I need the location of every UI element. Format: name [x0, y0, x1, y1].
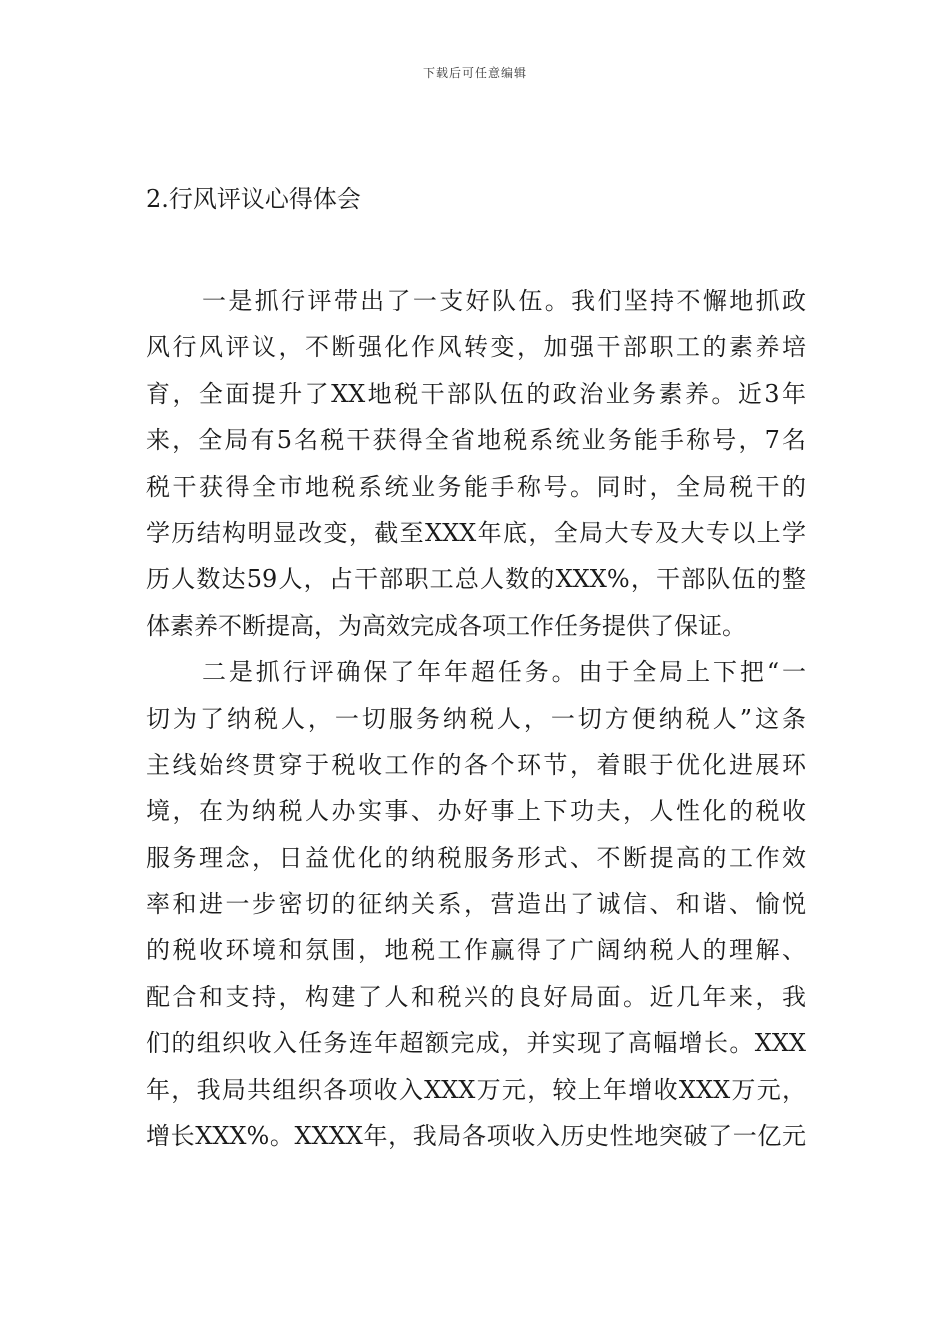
paragraph-2: [146, 656, 806, 1166]
page-header: 下载后可任意编辑: [422, 66, 527, 80]
text-line: 们的组织收入任务连年超额完成，并实现了高幅增长。XXX: [146, 1029, 806, 1058]
text-line: 一是抓行评带出了一支好队伍。我们坚持不懈地抓政: [202, 287, 806, 315]
text-line: 的税收环境和氛围，地税工作赢得了广阔纳税人的理解、: [146, 936, 806, 965]
text-line: 率和进一步密切的征纳关系，营造出了诚信、和谐、愉悦: [146, 890, 806, 919]
text-line: 主线始终贯穿于税收工作的各个环节，着眼于优化进展环: [146, 750, 806, 779]
text-line: 二是抓行评确保了年年超任务。由于全局上下把“一: [202, 658, 806, 687]
text-line: 风行风评议，不断强化作风转变，加强干部职工的素养培: [146, 333, 806, 362]
paragraph-1: [146, 285, 806, 656]
text-line: 学历结构明显改变，截至XXX年底，全局大专及大专以上学: [146, 518, 806, 547]
text-line: 育，全面提升了XX地税干部队伍的政治业务素养。近3年: [146, 379, 806, 408]
text-line: 体素养不断提高，为高效完成各项工作任务提供了保证。: [146, 611, 746, 640]
document-body: [146, 285, 806, 1166]
text-line: 税干获得全市地税系统业务能手称号。同时，全局税干的: [146, 472, 806, 501]
text-line: 境，在为纳税人办实事、办好事上下功夫，人性化的税收: [146, 797, 806, 826]
text-line: 年，我局共组织各项收入XXX万元，较上年增收XXX万元，: [146, 1075, 806, 1104]
text-line: 切为了纳税人，一切服务纳税人，一切方便纳税人”这条: [146, 704, 806, 733]
text-line: 增长XXX%。XXXX年，我局各项收入历史性地突破了一亿元: [146, 1122, 806, 1151]
text-line: 来，全局有5名税干获得全省地税系统业务能手称号，7名: [146, 426, 806, 455]
text-line: 历人数达59人，占干部职工总人数的XXX%，干部队伍的整: [146, 565, 806, 594]
document-title: 2.行风评议心得体会: [146, 185, 361, 213]
text-line: 服务理念，日益优化的纳税服务形式、不断提高的工作效: [146, 843, 806, 872]
text-line: 配合和支持，构建了人和税兴的良好局面。近几年来，我: [146, 982, 806, 1011]
